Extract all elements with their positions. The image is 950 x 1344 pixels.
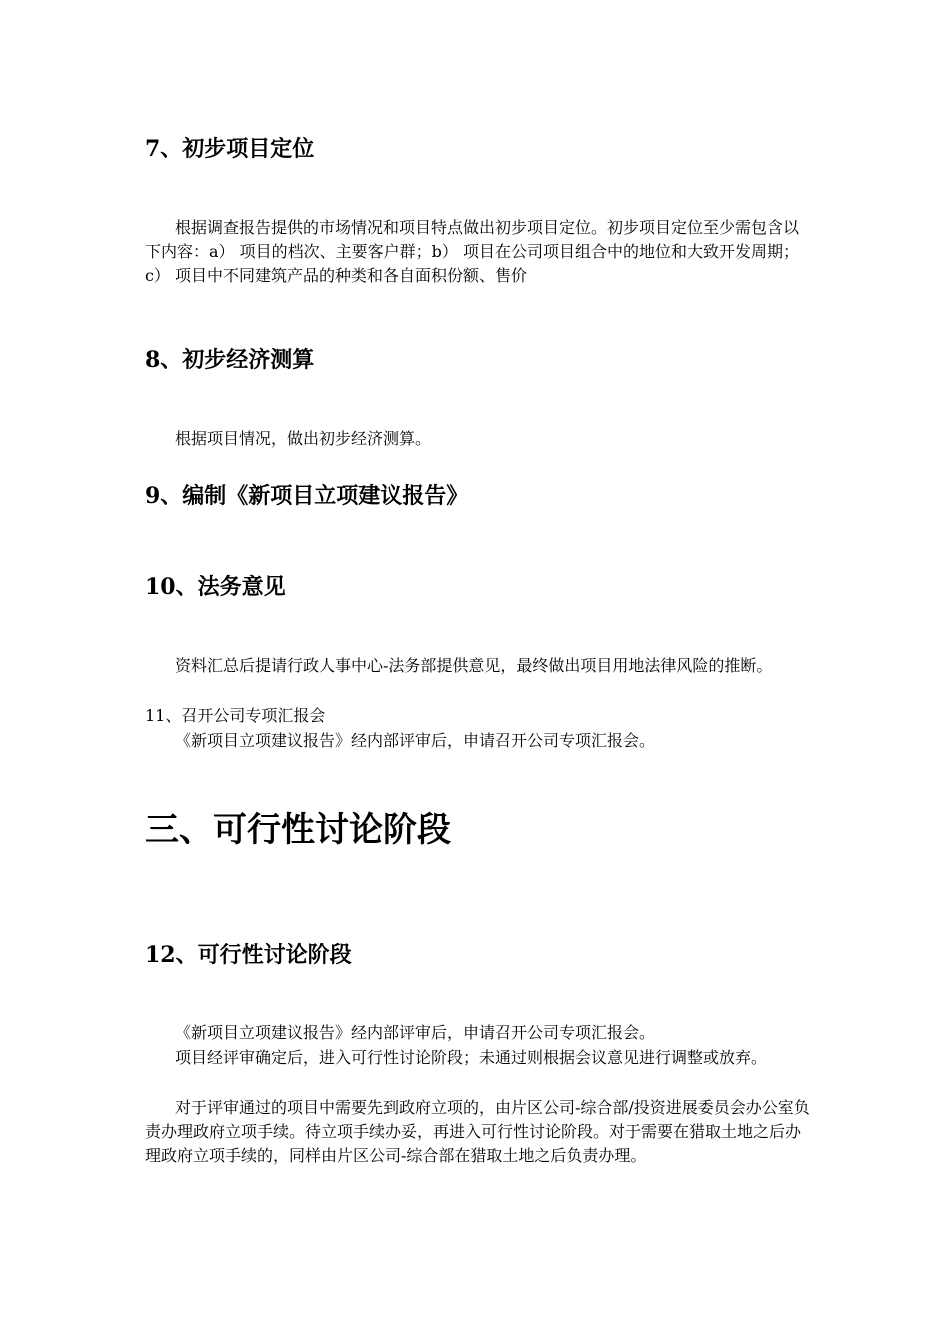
section-7-body: 根据调查报告提供的市场情况和项目特点做出初步项目定位。初步项目定位至少需包含以下内容：a） 项目的档次、主要客户群；b） 项目在公司项目组合中的地位和大致开发周期；c） 项目中不同建筑产品的种类和各自面积份额、售价 (145, 218, 800, 285)
section-12-body-3: 对于评审通过的项目中需要先到政府立项的，由片区公司-综合部/投资进展委员会办公室负责办理政府立项手续。待立项手续办妥，再进入可行性讨论阶段。对于需要在猎取土地之后办理政府立项手续的，同样由片区公司-综合部在猎取土地之后负责办理。 (145, 1098, 810, 1165)
section-10-heading: 10、法务意见 (145, 574, 286, 600)
section-12-heading: 12、可行性讨论阶段 (145, 942, 352, 968)
section-11-body: 《新项目立项建议报告》经内部评审后，申请召开公司专项汇报会。 (175, 731, 656, 750)
section-8-body: 根据项目情况，做出初步经济测算。 (175, 429, 432, 448)
section-10-body: 资料汇总后提请行政人事中心-法务部提供意见，最终做出项目用地法律风险的推断。 (175, 656, 773, 675)
section-11-heading: 11、召开公司专项汇报会 (145, 706, 326, 725)
part-3-heading: 三、可行性讨论阶段 (145, 810, 451, 850)
section-9-heading: 9、编制《新项目立项建议报告》 (145, 483, 469, 509)
section-8-heading: 8、初步经济测算 (145, 347, 315, 373)
section-12-body-1: 《新项目立项建议报告》经内部评审后，申请召开公司专项汇报会。 (175, 1023, 656, 1042)
section-7-heading: 7、初步项目定位 (145, 136, 315, 162)
section-12-body-2: 项目经评审确定后，进入可行性讨论阶段；未通过则根据会议意见进行调整或放弃。 (175, 1048, 768, 1067)
